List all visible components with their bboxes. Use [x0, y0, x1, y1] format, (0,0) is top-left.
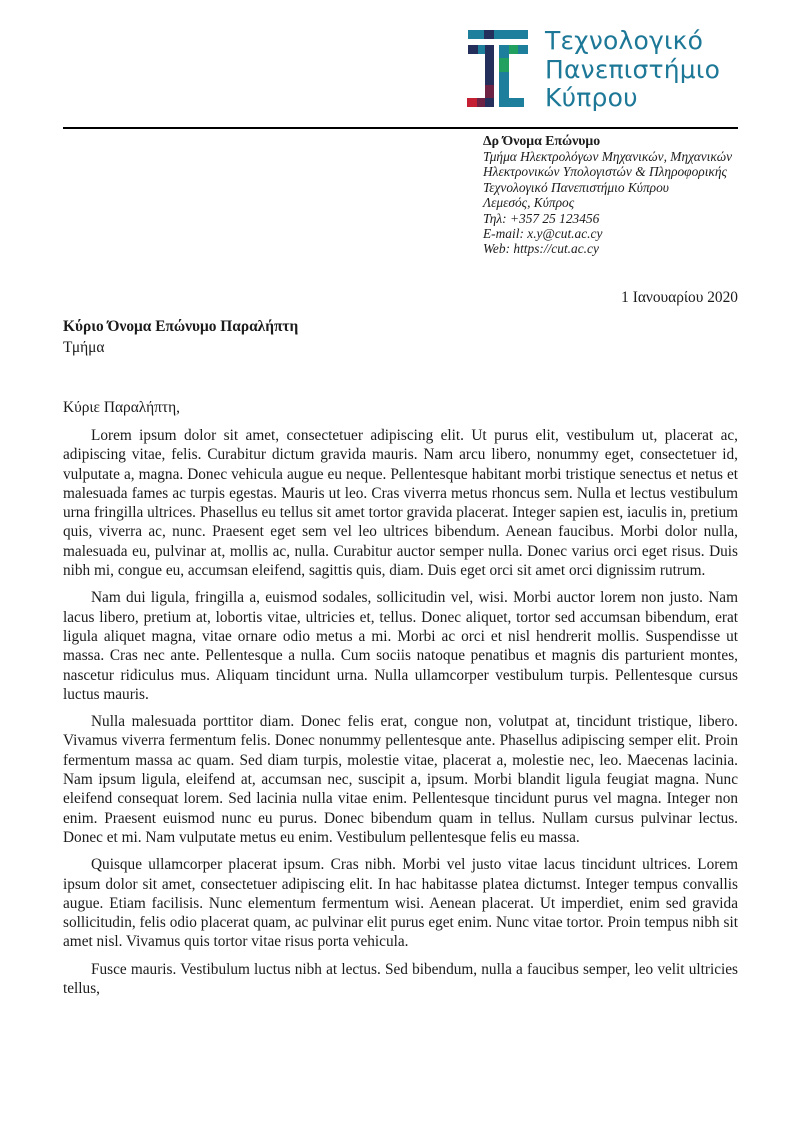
sender-line: Τμήμα Ηλεκτρολόγων Μηχανικών, Μηχανικών: [483, 149, 733, 164]
cut-logo-mark: [467, 30, 528, 107]
body-paragraph: Nam dui ligula, fringilla a, euismod sodales, sollicitudin vel, wisi. Morbi auctor lorem non justo. Nam lacus libero, pretium at, lobortis vitae, ultricies et, tellus. Donec aliquet, tortor sed accumsan bibendum, erat ligula aliquet magna, vitae ornare odio metus a mi. Morbi ac orci et nisl hendrerit mollis. Suspendisse ut massa. Cras nec ante. Pellentesque a nulla. Cum sociis natoque penatibus et magnis dis parturient montes, nascetur ridiculus mus. Aliquam tincidunt urna. Nulla ullamcorper vestibulum turpis. Pellentesque cursus luctus mauris.: [63, 589, 738, 703]
logo-block: [485, 85, 494, 98]
header-rule: [63, 127, 738, 129]
logo-block: [468, 30, 484, 39]
sender-line: Ηλεκτρονικών Υπολογιστών & Πληροφορικής: [483, 164, 727, 180]
salutation: Κύριε Παραλήπτη,: [63, 399, 181, 416]
logo-block: [518, 45, 528, 54]
recipient-name: Κύριο Όνομα Επώνυμο Παραλήπτη: [63, 318, 299, 335]
logo-block: [509, 45, 518, 54]
logo-block: [484, 30, 494, 39]
logo-block: [499, 45, 509, 107]
sender-line: Τεχνολογικό Πανεπιστήμιο Κύπρου: [483, 179, 669, 195]
wordmark-line: Πανεπιστήμιο: [545, 54, 721, 84]
cut-logo-wordmark: [545, 27, 720, 113]
logo-block: [467, 98, 477, 107]
logo-block: [468, 45, 478, 54]
body-paragraph: Fusce mauris. Vestibulum luctus nibh at lectus. Sed bibendum, nulla a faucibus semper, leo velit ultricies tellus,: [63, 960, 738, 998]
sender-line: Λεμεσός, Κύπρος: [483, 195, 575, 211]
letter-body: [63, 426, 738, 1006]
sender-web: Web: https://cut.ac.cy: [483, 241, 599, 257]
body-paragraph: Nulla malesuada porttitor diam. Donec felis erat, congue non, volutpat at, tincidunt tristique, libero. Vivamus viverra fermentum felis. Donec nonummy pellentesque ante. Phasellus adipiscing semper elit. Proin fermentum massa ac quam. Sed diam turpis, molestie vitae, placerat a, molestie nec, leo. Maecenas lacinia. Nam ipsum ligula, eleifend at, accumsan nec, suscipit a, ipsum. Morbi blandit ligula feugiat magna. Nunc eleifend consequat lorem. Sed lacinia nulla vitae enim. Pellentesque tincidunt purus vel magna. Integer non enim. Praesent euismod nunc eu purus. Donec bibendum quam in tellus. Nullam cursus pulvinar lectus. Donec et mi. Nam vulputate metus eu enim. Vestibulum pellentesque felis eu massa.: [63, 713, 738, 846]
date-line: 1 Ιανουαρίου 2020: [621, 289, 738, 306]
sender-email: E-mail: x.y@cut.ac.cy: [483, 226, 603, 242]
sender-phone: Τηλ: +357 25 123456: [483, 210, 600, 226]
logo-block: [509, 98, 524, 107]
sender-name: Δρ Όνομα Επώνυμο: [483, 133, 601, 148]
sender-block: [483, 133, 743, 257]
logo-block: [499, 58, 509, 72]
logo-block: [478, 45, 485, 54]
wordmark-line: Τεχνολογικό: [545, 26, 704, 55]
recipient-department: Τμήμα: [63, 339, 105, 356]
recipient-block: [63, 316, 298, 358]
logo-block: [494, 30, 528, 39]
body-paragraph: Lorem ipsum dolor sit amet, consectetuer adipiscing elit. Ut purus elit, vestibulum ut, placerat ac, adipiscing vitae, felis. Curabitur dictum gravida mauris. Nam arcu libero, nonummy eget, consectetuer id, vulputate a, magna. Donec vehicula augue eu neque. Pellentesque habitant morbi tristique senectus et netus et malesuada fames ac turpis egestas. Mauris ut leo. Cras viverra metus rhoncus sem. Nulla et lectus vestibulum urna fringilla ultrices. Phasellus eu tellus sit amet tortor gravida placerat. Integer sapien est, iaculis in, pretium quis, viverra ac, nunc. Praesent eget sem vel leo ultrices bibendum. Aenean faucibus. Morbi dolor nulla, malesuada eu, pulvinar at, mollis ac, nulla. Curabitur auctor semper nulla. Donec varius orci eget risus. Duis nibh mi, congue eu, accumsan eleifend, sagittis quis, diam. Duis eget orci sit amet orci dignissim rutrum.: [63, 427, 738, 580]
wordmark-line: Κύπρου: [545, 83, 638, 112]
body-paragraph: Quisque ullamcorper placerat ipsum. Cras nibh. Morbi vel justo vitae lacus tincidunt ultrices. Lorem ipsum dolor sit amet, consectetuer adipiscing elit. In hac habitasse platea dictumst. Integer tempus convallis augue. Etiam facilisis. Nunc elementum fermentum wisi. Aenean placerat. Ut imperdiet, enim sed gravida sollicitudin, felis odio placerat quam, ac pulvinar elit purus eget enim. Nunc vitae tortor. Proin tempus nibh sit amet nisl. Vivamus quis tortor vitae risus porta vehicula.: [63, 856, 738, 951]
logo-block: [477, 98, 485, 107]
